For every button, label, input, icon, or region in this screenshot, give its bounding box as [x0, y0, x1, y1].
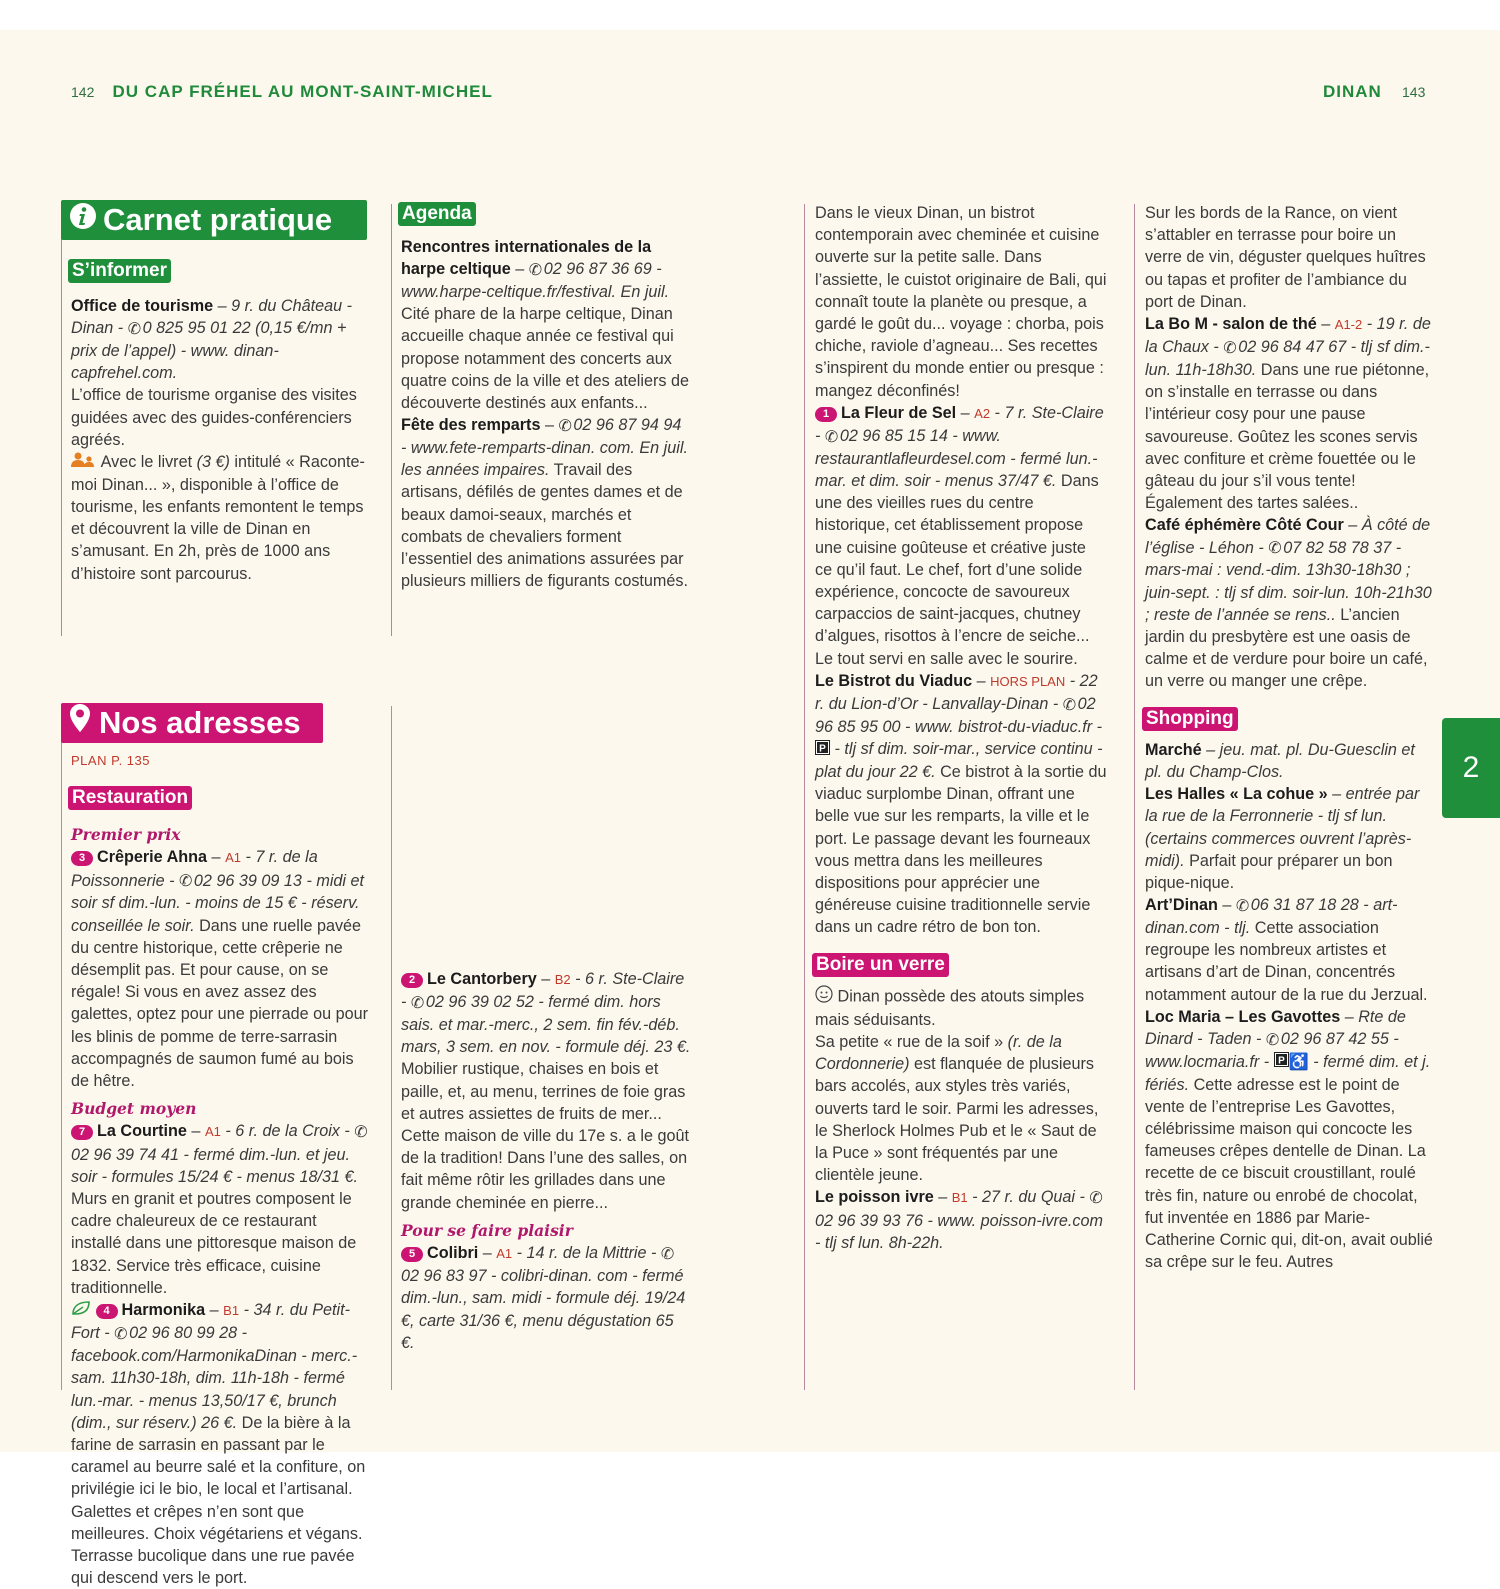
restaurant-entry: 5 Colibri – A1 - 14 r. de la Mittrie - ✆ 02 96 83 97 - colibri-dinan. com - fermé dim.-lun., sam. midi - formule déj. 19/24 €, carte 31/36 €, menu dégustation 65 €. [401, 1244, 686, 1352]
restaurant-hours: - fermé dim.-lun. et jeu. soir - formules 15/24 € - menus 18/31 €. [71, 1145, 359, 1186]
shop-address: – Rte de Dinard - Taden - [1145, 1007, 1406, 1048]
plan-reference[interactable]: PLAN P. 135 [71, 753, 150, 768]
category-premier-prix: Premier prix [71, 825, 181, 845]
bar-entry: Le poisson ivre – B1 - 27 r. du Quai - ✆ 02 96 39 93 76 - www. poisson-ivre.com - tlj sf lun. 8h-22h. [815, 1188, 1103, 1252]
office-tourisme-entry [71, 295, 371, 384]
restaurant-phone: 02 96 85 95 00 [815, 695, 1096, 736]
map-marker-badge: 4 [96, 1304, 118, 1319]
phone-icon: ✆ [127, 319, 142, 338]
restaurant-name: Le Bistrot du Viaduc [815, 671, 973, 690]
bar-description: L’ancien jardin du presbytère est une oasis de calme et de verdure pour boire un café, un verre ou manger une crêpe. [1145, 605, 1428, 691]
rue-de-la-soif [815, 1031, 1107, 1186]
shop-description: Cette adresse est le point de vente de l’entreprise Les Gavottes, célébrissime maison qui concocte les fameuses crêpes dentelle de Dinan. La recette de ce biscuit croustillant, roulé très fin, nature ou enrobé de chocolat, fut inventée en 1886 par Marie-Catherine Cornic qui, dit-on, avait oublié sa crêpe sur le feu. Autres [1145, 1075, 1433, 1272]
restaurant-phone: 02 96 39 02 52 [425, 993, 534, 1012]
restaurant-entry: 4 Harmonika – B1 - 34 r. du Petit-Fort - ✆ 02 96 80 99 28 - facebook.com/HarmonikaDinan - merc.-sam. 11h30-18h, dim. 11h-18h - fermé lun.-mar. - menus 13,50/17 €, brunch (dim., sur réserv.) 26 €. De la bière à la farine de sarrasin en passant par le caramel au beurre salé et la confiture, on privilégie ici le bio, le local et l’artisanal. Galettes et crêpes n’en sont que meilleures. Choix végétariens et végans. Terrasse bucolique dans une rue pavée qui descend vers le port. [71, 1301, 366, 1588]
event-phone: 02 96 87 36 69 [543, 260, 652, 279]
shop-description: Parfait pour préparer un bon pique-nique. [1145, 851, 1393, 892]
map-grid-ref: A2 [974, 405, 991, 421]
phone-icon: ✆ [354, 1123, 368, 1142]
restaurant-entry: 2 Le Cantorbery – B2 - 6 r. Ste-Claire - ✆ 02 96 39 02 52 - fermé dim. hors sais. et mar.-merc., 2 sem. fin fév.-déb. mars, 3 sem. en nov. - formule déj. 23 €. Mobilier rustique, chaises en bois et paille, et, au menu, terrines de foie gras et autres assiettes de fruits de mer... Cette maison de ville du 17e s. a le goût de la tradition! Dans l’une des salles, on fait même rôtir les grillades dans une grande cheminée en pierre... [401, 970, 691, 1212]
restaurant-address: - 22 r. du Lion-d’Or - Lanvallay-Dinan - [815, 671, 1098, 714]
bar-name: La Bo M - salon de thé [1145, 315, 1317, 334]
restaurant-phone: 02 96 39 09 13 [193, 871, 302, 890]
kids-info [71, 451, 371, 585]
restaurant-name: La Fleur de Sel [841, 403, 957, 422]
shop-website: - www.locmaria.fr - [1145, 1029, 1399, 1071]
shop-entry [1145, 1006, 1435, 1274]
restaurant-hours: - fermé dim. hors sais. et mar.-merc., 2 sem. fin fév.-déb. mars, 3 sem. en nov. - formule déj. 23 €. [401, 993, 691, 1057]
carnet-pratique-title: Carnet pratique [103, 202, 333, 237]
soif-text: Sa petite « rue de la soif » [815, 1032, 1008, 1051]
restaurant-hours: - colibri-dinan. com - fermé dim.-lun., sam. midi - formule déj. 19/24 €, carte 31/36 €, menu dégustation 65 €. [401, 1267, 686, 1352]
soif-text-cont: est flanquée de plusieurs bars accolés, aux styles très variés, ouverts tard le soir. Parmi les adresses, le Sherlock Holmes Pub et le « Saut de la Puce » sont fréquentés par une clientèle jeune. [815, 1055, 1099, 1185]
map-marker-badge: 2 [401, 973, 423, 988]
event-details: - www.fete-remparts-dinan. com. En juil. les années impaires. [401, 439, 688, 480]
separator: – [1217, 896, 1236, 915]
bar-entry [1145, 514, 1435, 692]
agenda-section [401, 202, 691, 592]
restaurant-address: - 6 r. de la Croix - [220, 1122, 355, 1141]
agenda-tag: Agenda [398, 202, 476, 226]
column-rule [1134, 204, 1135, 1390]
restauration-column-1 [71, 750, 371, 1589]
bar-address: – À côté de l’église - Léhon - [1145, 516, 1431, 557]
phone-icon: ✆ [410, 993, 425, 1012]
soif-street: (r. de la Cordonnerie) [815, 1032, 1062, 1074]
map-grid-ref: B2 [554, 972, 571, 987]
left-page-number: 142 [71, 84, 95, 100]
parking-icon [815, 739, 830, 761]
restaurant-address: - 34 r. du Petit-Fort - [71, 1301, 351, 1343]
event-phone: 02 96 87 94 94 [573, 416, 682, 435]
nos-adresses-heading [61, 703, 323, 743]
restaurant-address: - 14 r. de la Mittrie - [512, 1244, 661, 1263]
bar-hours: - mars-mai : vend.-dim. 13h30-18h30 ; juin-sept. : tlj sf dim. soir-lun. 10h-21h30 ; reste de l’année se rens.. [1145, 538, 1432, 624]
phone-icon: ✆ [528, 260, 543, 279]
column-3 [815, 202, 1107, 1254]
shop-details: – jeu. mat. pl. Du-Guesclin et pl. du Champ-Clos. [1145, 740, 1415, 781]
bar-name: Le poisson ivre [815, 1188, 934, 1207]
left-chapter-title: DU CAP FRÉHEL AU MONT-SAINT-MICHEL [112, 82, 493, 101]
right-page-number: 143 [1402, 84, 1426, 100]
shop-phone: 02 96 87 42 55 [1280, 1029, 1389, 1048]
boire-intro [815, 985, 1107, 1031]
phone-icon: ✆ [1268, 539, 1282, 558]
restaurant-description: Dans une des vieilles rues du centre historique, cet établissement propose une cuisine goûteuse et créative juste ce qu’il faut. Le chef, fort d’une solide expérience, concocte de savoureux carpaccios de saint-jacques, chutney d’algues, risottos à l’encre de seiche... Le tout servi en salle avec le sourire. [815, 472, 1099, 668]
boire-intro-text: Dinan possède des atouts simples mais séduisants. [815, 986, 1085, 1029]
restauration-column-2 [401, 968, 691, 1354]
phone-icon: ✆ [1235, 896, 1250, 915]
restaurant-entry: 7 La Courtine – A1 - 6 r. de la Croix - ✆ 02 96 39 74 41 - fermé dim.-lun. et jeu. soir - formules 15/24 € - menus 18/31 €. Murs en granit et poutres composent le cadre chaleureux de ce restaurant installé dans une pittoresque maison de 1832. Service très efficace, cuisine traditionnelle. [71, 1122, 368, 1297]
restaurant-address: - 7 r. de la Poissonnerie - [71, 848, 318, 890]
svg-text:P: P [1277, 1055, 1285, 1067]
map-marker-badge: 7 [71, 1125, 93, 1140]
phone-icon: ✆ [1062, 695, 1077, 714]
shop-details: - art-dinan.com - tlj. [1145, 896, 1398, 937]
office-description: L’office de tourisme organise des visites guidées avec des guides-conférenciers agréés. [71, 386, 357, 449]
bar-phone: 02 96 39 93 76 [815, 1211, 924, 1230]
column-rule [61, 238, 62, 636]
map-marker-badge: 3 [71, 851, 93, 866]
map-pin-icon [69, 703, 91, 743]
restaurant-phone: 02 96 83 97 [401, 1267, 487, 1286]
event-description: Travail des artisans, défilés de gentes dames et de beaux damoi-seaux, marchés et combats de chevaliers forment l’essentiel des animations assurées par plusieurs milliers de figurants costumés. [401, 461, 688, 591]
restaurant-address: - 7 r. Ste-Claire - [815, 403, 1104, 446]
restaurant-website: - www. bistrot-du-viaduc.fr - [900, 717, 1103, 736]
phone-icon: ✆ [824, 427, 839, 446]
kids-text: Avec le livret [97, 453, 197, 472]
restaurant-phone: 02 96 85 15 14 [839, 427, 948, 446]
bar-hours: - tlj sf dim.-lun. 11h-18h30. [1145, 338, 1430, 380]
map-grid-ref: A1-2 [1334, 317, 1363, 333]
bar-hours: - www. poisson-ivre.com - tlj sf lun. 8h-22h. [815, 1211, 1103, 1252]
office-address: – 9 r. du Château - Dinan - [71, 297, 352, 338]
column-rule [391, 204, 392, 636]
restaurant-name: Colibri [427, 1244, 479, 1263]
shop-phone: 06 31 87 18 28 [1250, 896, 1359, 915]
shop-name: Les Halles « La cohue » [1145, 785, 1328, 804]
restaurant-description: Ce bistrot à la sortie du viaduc surplombe Dinan, offrant une belle vue sur les remparts, la ville et le port. Le passage devant les fourneaux vous mettra dans les meilleures dispositions pour apprécier une généreuse cuisine traditionnelle servie dans un cadre rétro de bon ton. [815, 762, 1107, 937]
shop-description: Cette association regroupe les nombreux artistes et artisans d’art de Dinan, concentrés notamment autour de la rue du Jerzual. [1145, 918, 1428, 1004]
restaurant-entry: 3 Crêperie Ahna – A1 - 7 r. de la Poissonnerie - ✆ 02 96 39 09 13 - midi et soir sf dim.-lun. - moins de 15 € - réserv. conseillée le soir. Dans une ruelle pavée du centre historique, cette crêperie ne désemplit pas. Et pour cause, on se régale! Si vous en avez assez des galettes, optez pour une pierrade ou pour les blinis de pomme de terre-sarrasin accompagnés de saumon fumé au bois de hêtre. [71, 848, 368, 1091]
bar-address: - 27 r. du Quai - [967, 1188, 1090, 1207]
shop-entry [1145, 783, 1435, 894]
restaurant-name: Harmonika [121, 1301, 206, 1320]
shopping-tag: Shopping [1142, 707, 1238, 731]
column-rule [804, 204, 805, 1390]
kids-price: (3 €) [196, 453, 230, 472]
carnet-pratique-heading [61, 200, 367, 240]
left-running-head [71, 82, 493, 102]
bar-address: - 19 r. de la Chaux - [1145, 315, 1431, 357]
leaf-icon [71, 1300, 91, 1322]
restaurant-description: Mobilier rustique, chaises en bois et paille, et, au menu, terrines de foie gras et autres assiettes de fruits de mer... Cette maison de ville du 17e s. a le goût de la tradition! Dans l’une des salles, on fait même rôtir les grillades dans une grande cheminée en pierre... [401, 1060, 689, 1212]
column-rule [61, 742, 62, 1390]
shop-details: – entrée par la rue de la Ferronnerie - tlj sf lun. (certains commerces ouvrent l’après-midi). [1145, 785, 1420, 870]
bar-name: Café éphémère Côté Cour [1145, 516, 1344, 535]
informer-section [71, 259, 371, 585]
restaurant-phone: 02 96 39 74 41 [71, 1145, 180, 1164]
office-website: (0,15 €/mn + prix de l’appel) - www. dinan-capfrehel.com. [71, 319, 347, 383]
map-grid-ref: A1 [496, 1246, 513, 1262]
restaurant-name: La Courtine [97, 1122, 187, 1141]
restaurant-description: Dans une ruelle pavée du centre historique, cette crêperie ne désemplit pas. Et pour cause, on se régale! Si vous en avez assez des galettes, optez pour une pierrade ou pour les blinis de pomme de terre-sarrasin accompagnés de saumon fumé au bois de hêtre. [71, 916, 368, 1091]
bar-phone: 07 82 58 78 37 [1283, 538, 1392, 557]
informer-tag: S’informer [68, 259, 171, 283]
map-marker-badge: 5 [401, 1247, 423, 1262]
shop-name: Loc Maria – Les Gavottes [1145, 1007, 1341, 1026]
event-name: Fête des remparts [401, 416, 541, 435]
map-grid-ref: A1 [204, 1124, 221, 1140]
event-description: Cité phare de la harpe celtique, Dinan accueille chaque année ce festival qui propose notamment des concerts aux quatre coins de la ville et des ateliers de découverte destinés aux enfants... [401, 305, 689, 413]
map-grid-ref: A1 [225, 850, 241, 866]
bar-entry: La Bo M - salon de thé – A1-2 - 19 r. de la Chaux - ✆ 02 96 84 47 67 - tlj sf dim.-lun. 11h-18h30. Dans une rue piétonne, on s’installe en terrasse ou dans l’intérieur cosy pour une pause savoureuse. Goûtez les scones servis avec confiture et crème fouettée ou le gâteau du jour s’il vous tente! Également des tartes salées.. [1145, 315, 1431, 513]
shop-entry [1145, 894, 1435, 1006]
right-running-head [1323, 82, 1425, 102]
phone-icon: ✆ [1265, 1030, 1280, 1049]
bar-phone: 02 96 84 47 67 [1238, 338, 1347, 357]
shop-name: Marché [1145, 740, 1202, 759]
restaurant-name: Crêperie Ahna [97, 848, 208, 867]
agenda-item [401, 414, 691, 592]
restaurant-phone: 02 96 80 99 28 [129, 1324, 238, 1343]
office-phone: 0 825 95 01 22 [142, 319, 251, 338]
map-grid-ref: B1 [951, 1190, 968, 1206]
family-icon [71, 452, 97, 474]
agenda-item [401, 236, 691, 414]
shop-entry [1145, 739, 1435, 783]
event-details: - www.harpe-celtique.fr/festival. En juil. [401, 260, 670, 302]
separator: – [540, 416, 559, 435]
restaurant-address: - 6 r. Ste-Claire - [401, 970, 685, 1012]
restaurant-hours: - tlj sf dim. soir-mar., service continu - plat du jour 22 €. [815, 740, 1103, 781]
separator: – [510, 260, 529, 279]
restaurant-hours: - facebook.com/HarmonikaDinan - merc.-sam. 11h30-18h, dim. 11h-18h - fermé lun.-mar. - menus 13,50/17 €, brunch (dim., sur réserv.) 26 €. [71, 1324, 358, 1432]
poisson-description: Sur les bords de la Rance, on vient s’attabler en terrasse pour boire un verre de vin, déguster quelques huîtres ou tapas et profiter de l’ambiance du port de Dinan. [1145, 204, 1426, 311]
phone-icon: ✆ [1223, 338, 1237, 357]
event-name: Rencontres internationales de la harpe celtique [401, 238, 652, 279]
info-icon [69, 200, 97, 240]
svg-text:P: P [819, 743, 826, 755]
phone-icon: ✆ [558, 416, 573, 435]
restaurant-hours: - www. restaurantlafleurdesel.com - fermé lun.-mar. et dim. soir - menus 37/47 €. [815, 427, 1098, 491]
category-budget-moyen: Budget moyen [71, 1099, 197, 1119]
bar-description: Dans une rue piétonne, on s’installe en terrasse ou dans l’intérieur cosy pour une pause savoureuse. Goûtez les scones servis avec confiture et crème fouettée ou le gâteau du jour s’il vous tente! Également des tartes salées.. [1145, 361, 1430, 513]
chapter-tab[interactable]: 2 [1442, 718, 1500, 818]
restaurant-name: Le Cantorbery [427, 970, 537, 988]
phone-icon: ✆ [1089, 1188, 1103, 1207]
boire-un-verre-tag: Boire un verre [812, 953, 949, 977]
kids-text-cont: intitulé « Raconte-moi Dinan... », disponible à l’office de tourisme, les enfants remontent le temps et découvrent la ville de Dinan en s’amusant. En 2h, près de 1000 ans d’histoire sont parcourus. [71, 453, 365, 583]
phone-icon: ✆ [660, 1244, 675, 1263]
map-grid-ref: B1 [223, 1303, 240, 1319]
map-grid-ref: HORS PLAN [990, 673, 1066, 689]
parking-icon [1274, 1051, 1289, 1073]
restaurant-description: De la bière à la farine de sarrasin en passant par le caramel au beurre salé et la confiture, on privilégie ici le bio, le local et l’artisanal. Galettes et crêpes n’en sont que meilleures. Choix végétariens et végans. Terrasse bucolique dans une rue pavée qui descend vers le port. [71, 1413, 366, 1588]
phone-icon: ✆ [178, 872, 193, 891]
nos-adresses-title: Nos adresses [99, 705, 301, 740]
column-4 [1145, 202, 1435, 1273]
column-rule [391, 706, 392, 1390]
shop-hours: - fermé dim. et j. fériés. [1145, 1052, 1431, 1094]
colibri-description: Dans le vieux Dinan, un bistrot contemporain avec cheminée et cuisine ouverte sur la petite salle. Dans l’assiette, le cuistot originaire de Bali, qui connaît toute la planète ou presque, a gardé le goût du... voyage : chorba, pois chiche, raviole d’agneau... Ses recettes s’inspirent du monde entier ou presque : mangez déconfinés! [815, 204, 1107, 400]
map-marker-badge: 1 [815, 407, 837, 422]
restaurant-hours: - midi et soir sf dim.-lun. - moins de 15 € - réserv. conseillée le soir. [71, 871, 365, 935]
restauration-tag: Restauration [68, 786, 192, 810]
restaurant-entry: Le Bistrot du Viaduc – HORS PLAN - 22 r. du Lion-d’Or - Lanvallay-Dinan - ✆ 02 96 85 95 00 - www. bistrot-du-viaduc.fr - P - tlj sf dim. soir-mar., service continu - plat du jour 22 €. Ce bistrot à la sortie du viaduc surplombe Dinan, offrant une belle vue sur les remparts, la ville et le port. Le passage devant les fourneaux vous mettra dans les meilleures dispositions pour apprécier une généreuse cuisine traditionnelle servie dans un cadre rétro de bon ton. [815, 671, 1107, 937]
category-plaisir: Pour se faire plaisir [401, 1220, 573, 1240]
wheelchair-icon: ♿ [1288, 1053, 1309, 1072]
smiley-icon [815, 985, 833, 1009]
shop-name: Art’Dinan [1145, 896, 1218, 915]
phone-icon: ✆ [114, 1324, 128, 1343]
office-name: Office de tourisme [71, 297, 214, 315]
restaurant-description: Murs en granit et poutres composent le cadre chaleureux de ce restaurant installé dans une pittoresque maison de 1832. Service très efficace, cuisine traditionnelle. [71, 1190, 357, 1297]
right-chapter-title: DINAN [1323, 82, 1382, 101]
restaurant-entry: 1 La Fleur de Sel – A2 - 7 r. Ste-Claire - ✆ 02 96 85 15 14 - www. restaurantlafleurdesel.com - fermé lun.-mar. et dim. soir - menus 37/47 €. Dans une des vieilles rues du centre historique, cet établissement propose une cuisine goûteuse et créative juste ce qu’il faut. Le chef, fort d’une solide expérience, concocte de savoureux carpaccios de saint-jacques, chutney d’algues, risottos à l’encre de seiche... Le tout servi en salle avec le sourire. [815, 403, 1104, 668]
